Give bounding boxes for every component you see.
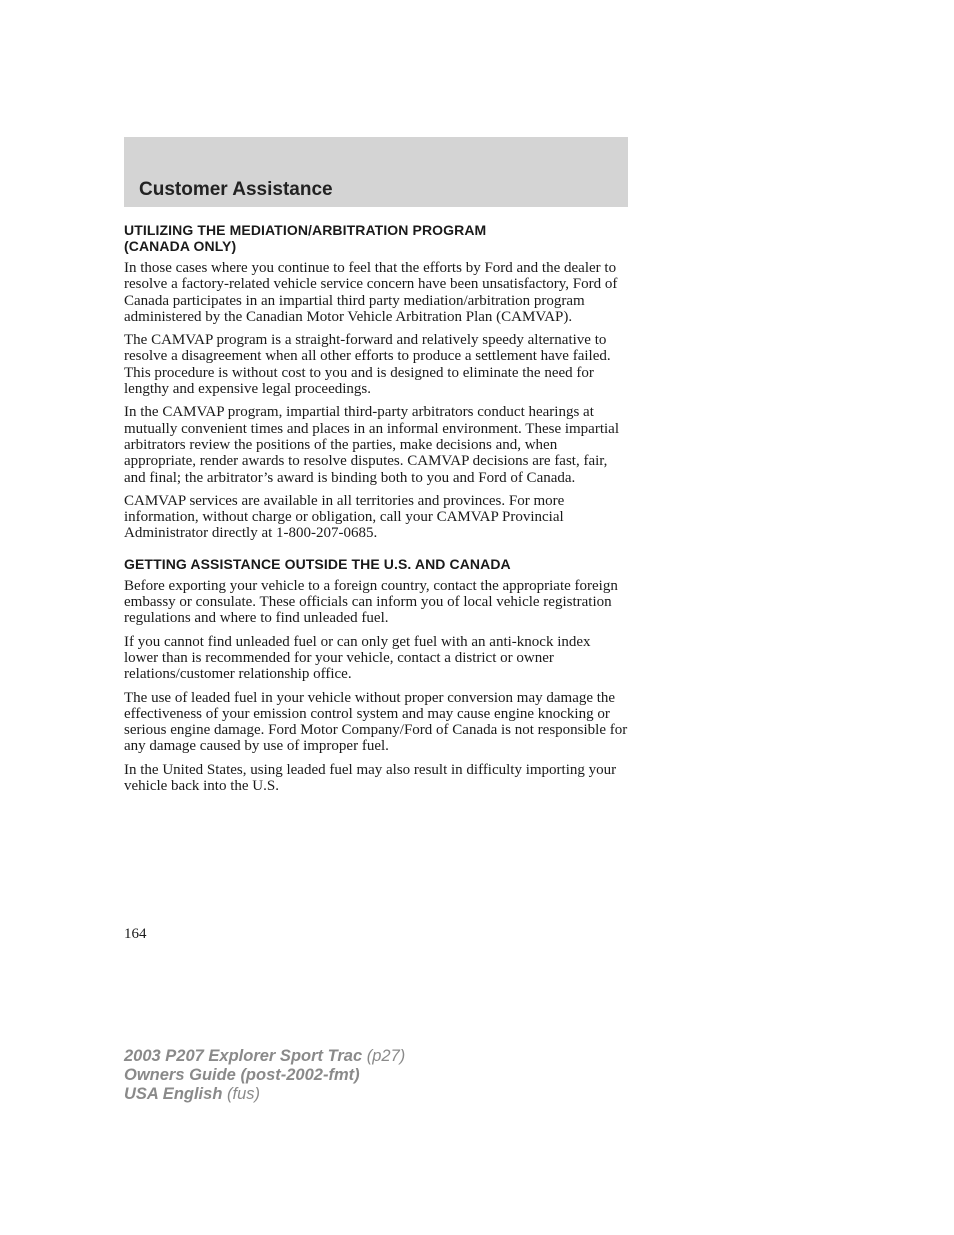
heading-outside-us-canada: GETTING ASSISTANCE OUTSIDE THE U.S. AND CANADA bbox=[124, 555, 511, 572]
footer-line-2 bbox=[124, 1066, 405, 1085]
paragraph: In those cases where you continue to feel that the efforts by Ford and the dealer to resolve a factory-related vehicle service concern have been unsatisfactory, Ford of Canada participates in an impartial third party mediation/arbitration program administered by the Canadian Motor Vehicle Arbitration Plan (CAMVAP). bbox=[124, 260, 618, 325]
footer-guide: Owners Guide (post-2002-fmt) bbox=[124, 1066, 360, 1084]
paragraph: In the CAMVAP program, impartial third-party arbitrators conduct hearings at mutually convenient times and places in an informal environment. These impartial arbitrators review the positions of the parties, make decisions and, when appropriate, render awards to resolve disputes. CAMVAP decisions are fast, fair, and final; the arbitrator’s award is binding both to you and Ford of Canada. bbox=[124, 404, 619, 486]
paragraph: In the United States, using leaded fuel may also result in difficulty importing your vehicle back into the U.S. bbox=[124, 761, 617, 795]
main-content bbox=[124, 222, 628, 801]
page-number: 164 bbox=[124, 926, 147, 942]
footer-model-code: (p27) bbox=[366, 1047, 406, 1065]
paragraph: The CAMVAP program is a straight-forward and relatively speedy alternative to resolve a disagreement when all other efforts to produce a settlement have failed. This procedure is without cost to you and is designed to eliminate the need for lengthy and expensive legal proceedings. bbox=[124, 332, 611, 398]
heading-mediation-arbitration bbox=[124, 222, 628, 254]
heading-line-1: UTILIZING THE MEDIATION/ARBITRATION PROGRAM bbox=[124, 222, 487, 238]
footer-language: USA English bbox=[124, 1085, 223, 1103]
paragraph: CAMVAP services are available in all territories and provinces. For more information, without charge or obligation, call your CAMVAP Provincial Administrator directly at 1-800-207-0685. bbox=[124, 492, 565, 542]
footer-line-3 bbox=[124, 1085, 405, 1104]
paragraph: If you cannot find unleaded fuel or can only get fuel with an anti-knock index lower than is recommended for your vehicle, contact a district or owner relations/customer relationship office. bbox=[124, 633, 591, 683]
section-title: Customer Assistance bbox=[139, 179, 333, 200]
footer-language-code: (fus) bbox=[227, 1085, 260, 1103]
footer-model: 2003 P207 Explorer Sport Trac bbox=[124, 1047, 363, 1065]
paragraph: The use of leaded fuel in your vehicle without proper conversion may damage the effectiveness of your emission control system and may cause engine knocking or serious engine damage. Ford Motor Company/Ford of Canada is not responsible for any damage caused by use of improper fuel. bbox=[124, 689, 628, 755]
section-header-band bbox=[124, 137, 628, 207]
paragraph: Before exporting your vehicle to a foreign country, contact the appropriate foreign embassy or consulate. These officials can inform you of local vehicle registration regulations and where to find unleaded fuel. bbox=[124, 577, 618, 627]
heading-line-2: (CANADA ONLY) bbox=[124, 238, 237, 254]
footer-line-1 bbox=[124, 1047, 405, 1066]
document-footer bbox=[124, 1047, 405, 1104]
